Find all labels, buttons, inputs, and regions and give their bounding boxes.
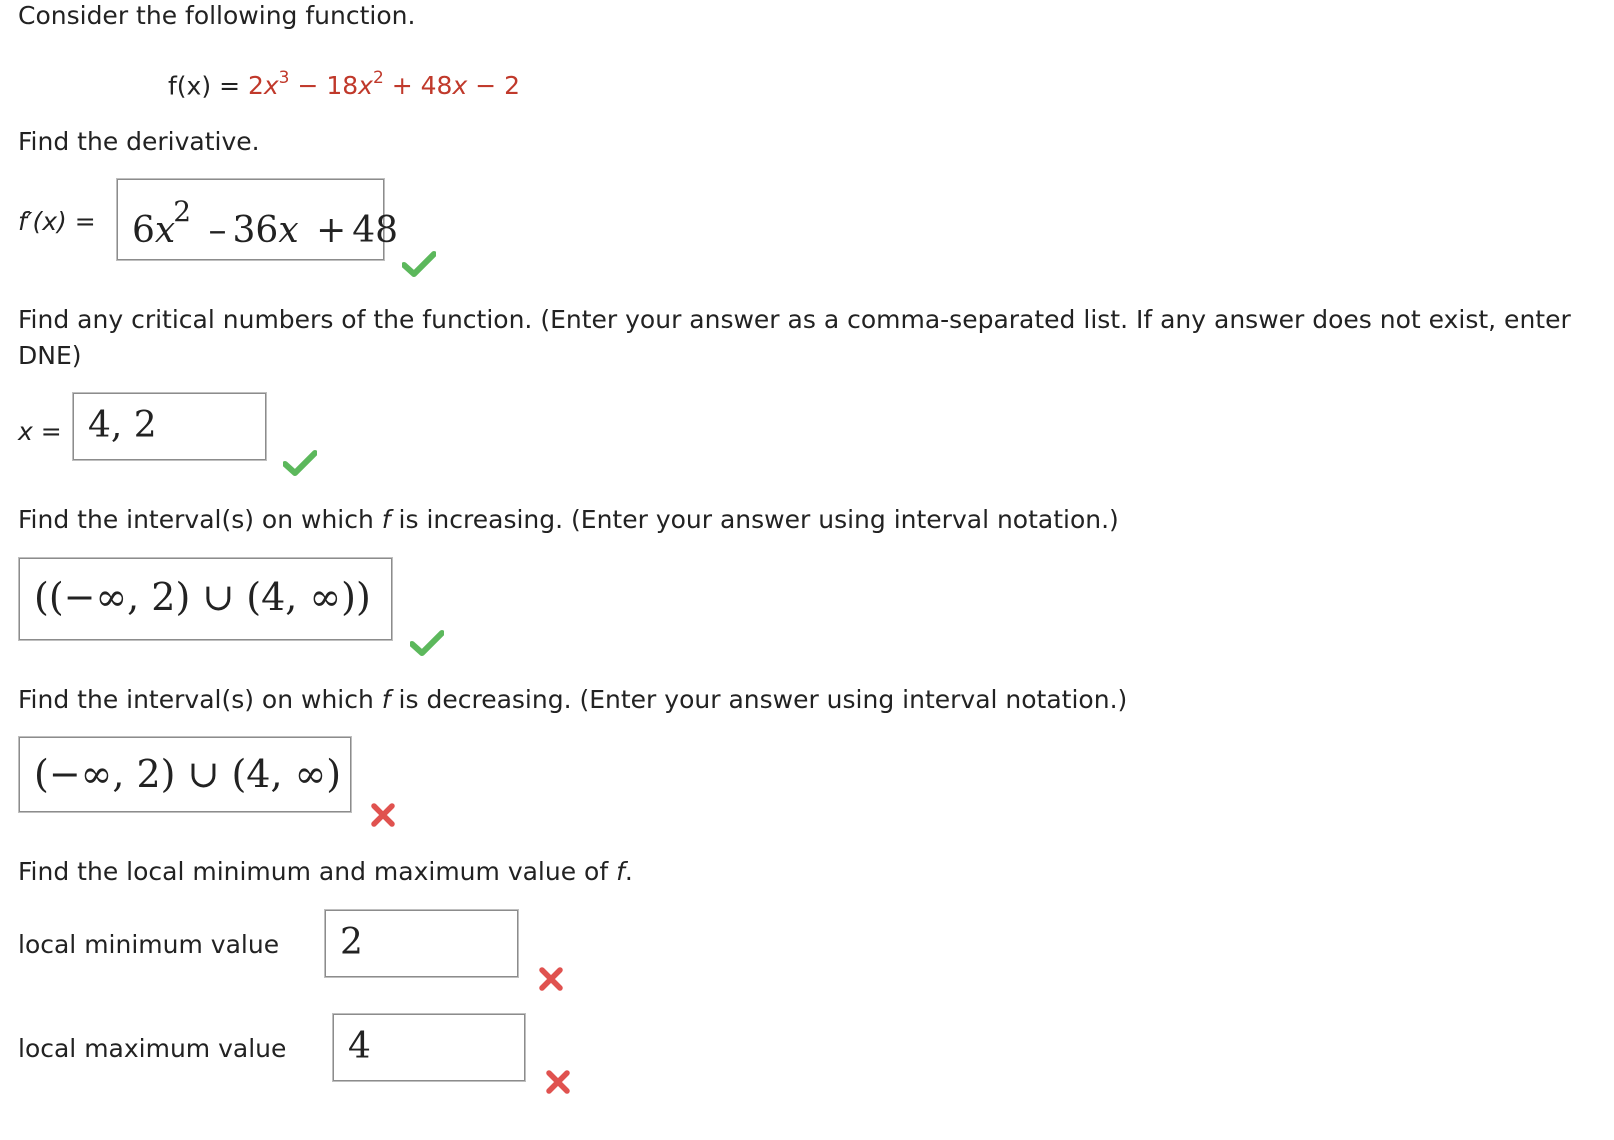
- function-lhs: f(x): [168, 71, 212, 101]
- term1-coef: 2: [247, 71, 264, 101]
- q4-prompt-before: Find the interval(s) on which: [18, 685, 382, 714]
- q5-prompt: [18, 854, 633, 890]
- q3-prompt-before: Find the interval(s) on which: [18, 505, 382, 534]
- q2-check-icon: [283, 449, 317, 477]
- derivative-label: f′(x): [18, 207, 67, 236]
- deriv-op2: +: [316, 210, 347, 251]
- q4-prompt-var: f: [381, 685, 391, 714]
- term1-exp: 3: [278, 68, 290, 88]
- local-max-label: local maximum value: [18, 1034, 287, 1063]
- deriv-a-var: x: [154, 210, 176, 251]
- q3-prompt-after: is increasing. (Enter your answer using interval notation.): [390, 505, 1119, 534]
- q5-prompt-before: Find the local minimum and maximum value of: [18, 857, 617, 886]
- critical-numbers-answer: 4, 2: [88, 405, 157, 446]
- local-max-answer: 4: [348, 1026, 371, 1067]
- q1-check-icon: [402, 250, 436, 278]
- deriv-c: 48: [352, 210, 399, 251]
- q1-prompt: Find the derivative.: [18, 127, 260, 156]
- increasing-answer: ((−∞, 2) ∪ (4, ∞)): [34, 575, 371, 619]
- op2: +: [391, 71, 413, 101]
- local-min-answer-box[interactable]: [325, 910, 518, 977]
- decreasing-answer: (−∞, 2) ∪ (4, ∞): [34, 752, 342, 796]
- derivative-answer-box[interactable]: [117, 179, 399, 260]
- op1: −: [297, 71, 319, 101]
- op3: −: [475, 71, 497, 101]
- deriv-b-var: x: [278, 210, 299, 251]
- term3-var: x: [452, 71, 468, 101]
- term4: 2: [504, 71, 521, 101]
- q4-prompt-after: is decreasing. (Enter your answer using interval notation.): [390, 685, 1128, 714]
- deriv-b: 36: [232, 210, 279, 251]
- function-definition: [168, 62, 520, 104]
- q5-max-cross-icon: [544, 1068, 572, 1096]
- function-rhs: [247, 68, 521, 101]
- deriv-op1: –: [208, 210, 227, 251]
- term2-exp: 2: [372, 68, 384, 88]
- q4-prompt: [18, 682, 1127, 718]
- function-eq: =: [219, 71, 241, 101]
- q5-min-cross-icon: [537, 965, 565, 993]
- q1-label: [18, 204, 96, 240]
- deriv-a-coef: 6: [132, 210, 155, 251]
- q3-prompt-var: f: [381, 505, 391, 534]
- local-max-answer-box[interactable]: [333, 1014, 525, 1081]
- local-min-label: local minimum value: [18, 930, 280, 959]
- term2-var: x: [358, 71, 373, 101]
- q2-prompt: Find any critical numbers of the function. (Enter your answer as a comma-separated list. If any answer does not exist, enter DNE): [18, 305, 1571, 370]
- critical-numbers-answer-box[interactable]: [73, 393, 266, 460]
- term1-var: x: [263, 71, 279, 101]
- term2-coef: 18: [326, 71, 359, 101]
- q3-prompt: [18, 502, 1119, 538]
- intro-text: Consider the following function.: [18, 1, 416, 30]
- q5-prompt-after: .: [624, 857, 633, 886]
- q5-prompt-var: f: [616, 857, 625, 886]
- q4-cross-icon: [369, 801, 397, 829]
- term3-coef: 48: [420, 71, 453, 101]
- critical-eq: =: [40, 417, 62, 446]
- derivative-answer: [132, 195, 399, 253]
- decreasing-answer-box[interactable]: [19, 737, 351, 812]
- critical-label: x: [18, 417, 33, 446]
- q3-check-icon: [410, 629, 444, 657]
- local-min-answer: 2: [340, 922, 363, 963]
- q2-label: [18, 414, 62, 450]
- derivative-eq: =: [74, 207, 96, 236]
- deriv-a-exp: 2: [173, 195, 192, 228]
- increasing-answer-box[interactable]: [19, 558, 392, 640]
